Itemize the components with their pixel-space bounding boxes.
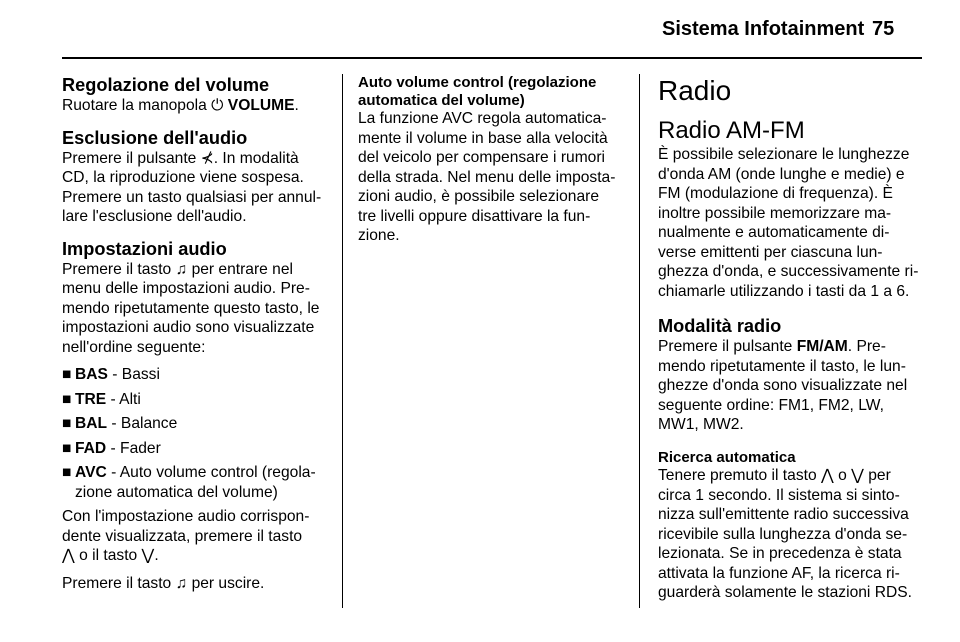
confirm-line-3: ⋀ o il tasto ⋁. bbox=[62, 547, 159, 564]
page-header bbox=[0, 0, 960, 62]
mute-line-1: Premere il pulsante ⊀. In modalità bbox=[62, 149, 299, 167]
mute-icon: ⊀ bbox=[200, 149, 214, 167]
amfm-line-6: verse emittenti per ciascuna lun- bbox=[658, 243, 883, 261]
music-note-icon: ♫ bbox=[175, 260, 188, 278]
audio-line-4: impostazioni audio sono visualizzate bbox=[62, 319, 315, 336]
up-arrow-icon: ⋀ bbox=[820, 467, 834, 484]
audio-heading: Impostazioni audio bbox=[62, 238, 227, 259]
bullet-icon: ■ bbox=[62, 390, 72, 408]
amfm-line-5: nualmente e automaticamente di- bbox=[658, 224, 890, 241]
radio-heading: Radio bbox=[658, 75, 732, 106]
header-divider bbox=[62, 57, 922, 59]
bullet-icon: ■ bbox=[62, 464, 72, 481]
page-number: 75 bbox=[872, 18, 895, 40]
search-line-1: Tenere premuto il tasto ⋀ o ⋁ per bbox=[658, 467, 891, 484]
audio-line-1: Premere il tasto ♫ per entrare nel bbox=[62, 260, 293, 278]
confirm-line-2: dente visualizzata, premere il tasto bbox=[62, 527, 303, 545]
avc-line-3: del veicolo per compensare i rumori bbox=[358, 149, 606, 166]
mute-line-4: lare l'esclusione dell'audio. bbox=[62, 208, 247, 225]
down-arrow-icon: ⋁ bbox=[851, 467, 864, 484]
amfm-line-4: inoltre possibile memorizzare ma- bbox=[658, 204, 892, 222]
audio-line-5: nell'ordine seguente: bbox=[62, 338, 206, 356]
avc-line-1: La funzione AVC regola automatica- bbox=[358, 110, 607, 127]
down-arrow-icon: ⋁ bbox=[141, 547, 155, 564]
audio-line-3: mendo ripetutamente questo tasto, le bbox=[62, 299, 320, 317]
search-line-6: attivata la funzione AF, la ricerca ri- bbox=[658, 564, 900, 582]
mode-heading: Modalità radio bbox=[658, 316, 782, 336]
column-3 bbox=[658, 74, 928, 603]
mute-line-2: CD, la riproduzione viene sospesa. bbox=[62, 169, 304, 186]
avc-line-5: zioni audio, è possibile selezionare bbox=[358, 188, 599, 205]
column-1 bbox=[62, 74, 332, 593]
mute-heading: Esclusione dell'audio bbox=[62, 127, 248, 148]
confirm-line-1: Con l'impostazione audio corrispon- bbox=[62, 508, 310, 525]
amfm-line-3: FM (modulazione di frequenza). È bbox=[658, 185, 893, 202]
amfm-line-1: È possibile selezionare le lunghezze bbox=[658, 146, 910, 163]
mode-line-3: ghezze d'onda sono visualizzate nel bbox=[658, 377, 908, 394]
list-item: ■ AVC - Auto volume control (regola- zione automatica del volume) bbox=[62, 464, 316, 501]
list-item: ■ BAL - Balance bbox=[62, 415, 178, 432]
volume-heading: Regolazione del volume bbox=[62, 75, 270, 95]
mode-line-4: seguente ordine: FM1, FM2, LW, bbox=[658, 396, 884, 414]
mute-line-3: Premere un tasto qualsiasi per annul- bbox=[62, 188, 322, 206]
amfm-line-8: chiamarle utilizzando i tasti da 1 a 6. bbox=[658, 282, 910, 300]
volume-label: VOLUME bbox=[227, 97, 295, 114]
avc-line-4: della strada. Nel menu delle imposta- bbox=[358, 168, 616, 186]
volume-text: Ruotare la manopola ⏻ VOLUME. bbox=[62, 97, 299, 114]
column-divider-2 bbox=[639, 74, 640, 608]
search-line-7: guarderà solamente le stazioni RDS. bbox=[658, 584, 912, 601]
amfm-line-2: d'onda AM (onde lunghe e medie) e bbox=[658, 165, 905, 183]
search-heading: Ricerca automatica bbox=[658, 448, 796, 466]
column-divider-1 bbox=[342, 74, 343, 608]
audio-line-2: menu delle impostazioni audio. Pre- bbox=[62, 280, 310, 297]
mode-line-5: MW1, MW2. bbox=[658, 416, 744, 433]
audio-settings-list bbox=[62, 365, 332, 502]
avc-heading-line-1: Auto volume control (regolazione bbox=[358, 74, 597, 91]
search-line-5: lezionata. Se in precedenza è stata bbox=[658, 545, 902, 562]
amfm-heading: Radio AM-FM bbox=[658, 117, 805, 144]
bullet-icon: ■ bbox=[62, 439, 72, 457]
mode-line-1: Premere il pulsante FM/AM. Pre- bbox=[658, 338, 886, 355]
bullet-icon: ■ bbox=[62, 366, 72, 383]
bullet-icon: ■ bbox=[62, 415, 72, 432]
avc-line-7: zione. bbox=[358, 227, 400, 244]
search-line-4: ricevibile sulla lunghezza d'onda se- bbox=[658, 525, 908, 543]
search-line-2: circa 1 secondo. Il sistema si sinto- bbox=[658, 486, 900, 504]
column-2 bbox=[358, 74, 630, 246]
mode-line-2: mendo ripetutamente il tasto, le lun- bbox=[658, 357, 906, 375]
music-note-icon: ♫ bbox=[175, 574, 188, 592]
avc-heading-line-2: automatica del volume) bbox=[358, 91, 525, 109]
power-icon: ⏻ bbox=[211, 97, 224, 114]
fm-am-label: FM/AM bbox=[796, 338, 848, 355]
avc-line-6: tre livelli oppure disattivare la fun- bbox=[358, 207, 591, 225]
exit-line: Premere il tasto ♫ per uscire. bbox=[62, 574, 265, 592]
up-arrow-icon: ⋀ bbox=[62, 547, 75, 564]
amfm-line-7: ghezza d'onda, e successivamente ri- bbox=[658, 263, 919, 280]
list-item: ■ TRE - Alti bbox=[62, 390, 141, 408]
list-item: ■ FAD - Fader bbox=[62, 439, 161, 457]
avc-line-2: mente il volume in base alla velocità bbox=[358, 129, 608, 147]
list-item: ■ BAS - Bassi bbox=[62, 366, 160, 383]
header-title: Sistema Infotainment bbox=[662, 18, 865, 40]
search-line-3: nizza sull'emittente radio successiva bbox=[658, 506, 909, 523]
